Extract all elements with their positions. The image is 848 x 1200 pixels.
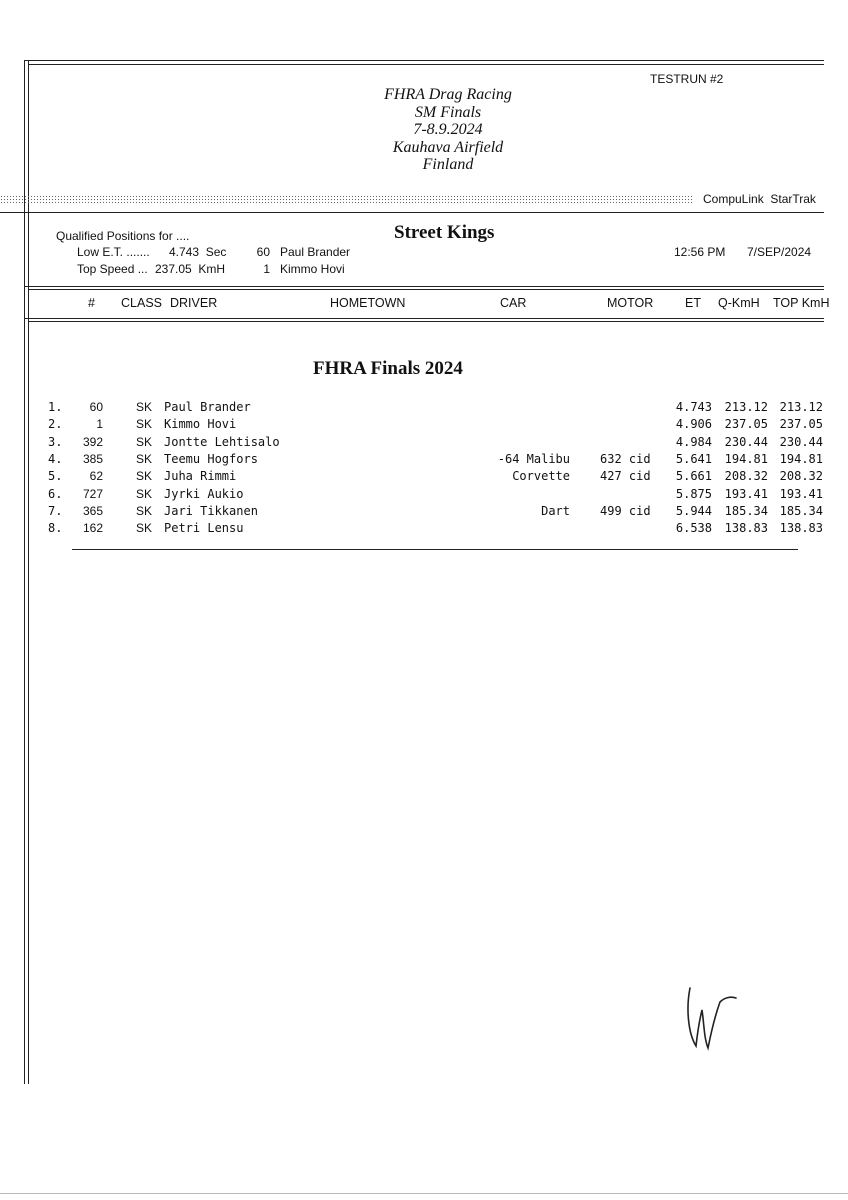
band-rule xyxy=(0,212,824,213)
bottom-edge-rule xyxy=(0,1193,848,1194)
qualified-label: Qualified Positions for .... xyxy=(56,229,190,243)
cell-class: SK xyxy=(135,434,152,449)
col-header-et: ET xyxy=(685,296,701,310)
cell-driver: Juha Rimmi xyxy=(164,469,237,484)
signature xyxy=(680,978,750,1058)
cell-pos: 4. xyxy=(48,451,63,466)
cell-driver: Kimmo Hovi xyxy=(164,417,237,432)
cell-qkmh: 138.83 xyxy=(724,521,768,536)
cell-et: 5.944 xyxy=(675,503,712,518)
cell-num: 392 xyxy=(82,434,103,449)
cell-class: SK xyxy=(135,400,152,414)
cell-topkmh: 213.12 xyxy=(779,400,823,414)
top-speed-number: 1 xyxy=(263,262,270,276)
table-row xyxy=(0,504,848,521)
cell-car: Dart xyxy=(541,503,570,518)
table-row xyxy=(0,469,848,486)
cell-et: 4.984 xyxy=(675,434,712,449)
cell-driver: Teemu Hogfors xyxy=(164,451,258,466)
print-date: 7/SEP/2024 xyxy=(747,245,812,259)
cell-et: 5.641 xyxy=(675,451,712,466)
cell-class: SK xyxy=(135,417,152,432)
cell-pos: 3. xyxy=(48,434,63,449)
cell-topkmh: 237.05 xyxy=(779,417,823,432)
header-rule-bottom xyxy=(24,318,824,319)
low-et-driver: Paul Brander xyxy=(280,245,351,259)
col-header-number: # xyxy=(88,296,95,310)
cell-topkmh: 138.83 xyxy=(779,521,823,536)
event-header xyxy=(0,86,848,174)
cell-pos: 8. xyxy=(48,521,63,536)
cell-et: 6.538 xyxy=(675,521,712,536)
event-name: FHRA Drag Racing xyxy=(384,86,512,103)
run-label: TESTRUN #2 xyxy=(650,72,724,86)
table-row xyxy=(0,487,848,504)
col-header-topkmh: TOP KmH xyxy=(773,296,830,310)
top-speed-label: Top Speed ... xyxy=(77,262,148,276)
low-et-label: Low E.T. ....... xyxy=(77,245,150,259)
cell-num: 1 xyxy=(96,417,103,432)
cell-num: 162 xyxy=(82,521,103,536)
cell-pos: 7. xyxy=(48,503,63,518)
cell-pos: 6. xyxy=(48,486,63,501)
top-rule xyxy=(24,60,824,61)
cell-topkmh: 194.81 xyxy=(779,451,823,466)
cell-qkmh: 208.32 xyxy=(724,469,768,484)
col-header-hometown: HOMETOWN xyxy=(330,296,406,310)
cell-driver: Jontte Lehtisalo xyxy=(164,434,280,449)
cell-class: SK xyxy=(135,503,152,518)
cell-class: SK xyxy=(135,451,152,466)
cell-et: 4.743 xyxy=(675,400,712,414)
cell-num: 60 xyxy=(89,400,103,414)
cell-qkmh: 237.05 xyxy=(724,417,768,432)
section-title: FHRA Finals 2024 xyxy=(313,358,463,379)
top-rule-inner xyxy=(28,64,824,65)
low-et-number: 60 xyxy=(256,245,270,259)
table-row xyxy=(0,452,848,469)
event-subtitle: SM Finals xyxy=(414,103,482,121)
cell-class: SK xyxy=(135,486,152,501)
top-speed-value: 237.05 KmH xyxy=(155,262,226,276)
results-end-rule xyxy=(72,549,798,550)
col-header-qkmh: Q-KmH xyxy=(718,296,760,310)
col-header-driver: DRIVER xyxy=(170,296,218,310)
cell-motor: 499 cid xyxy=(600,503,651,518)
cell-num: 365 xyxy=(82,503,103,518)
cell-topkmh: 208.32 xyxy=(779,469,823,484)
top-speed-driver: Kimmo Hovi xyxy=(280,262,345,276)
cell-qkmh: 194.81 xyxy=(724,451,768,466)
event-venue: Kauhava Airfield xyxy=(392,138,504,156)
cell-num: 385 xyxy=(82,451,103,466)
table-row xyxy=(0,435,848,452)
header-rule-top xyxy=(24,286,824,287)
cell-class: SK xyxy=(135,521,152,536)
cell-driver: Jari Tikkanen xyxy=(164,503,258,518)
col-header-class: CLASS xyxy=(121,296,162,310)
cell-driver: Paul Brander xyxy=(164,400,251,414)
frame-left-line-inner xyxy=(28,60,29,1084)
cell-qkmh: 230.44 xyxy=(724,434,768,449)
cell-qkmh: 213.12 xyxy=(724,400,768,414)
print-time: 12:56 PM xyxy=(674,245,726,259)
cell-pos: 2. xyxy=(48,417,63,432)
table-row xyxy=(0,400,848,417)
header-rule-bottom-inner xyxy=(28,321,824,322)
event-country: Finland xyxy=(422,156,474,173)
event-dates: 7-8.9.2024 xyxy=(413,121,483,138)
cell-car: -64 Malibu xyxy=(497,451,570,466)
table-row xyxy=(0,521,848,538)
cell-topkmh: 185.34 xyxy=(779,503,823,518)
cell-et: 4.906 xyxy=(675,417,712,432)
cell-driver: Petri Lensu xyxy=(164,521,244,536)
cell-pos: 1. xyxy=(48,400,63,414)
table-row xyxy=(0,417,848,434)
cell-driver: Jyrki Aukio xyxy=(164,486,244,501)
low-et-value: 4.743 Sec xyxy=(169,245,227,259)
cell-num: 727 xyxy=(82,486,103,501)
cell-car: Corvette xyxy=(512,469,570,484)
cell-pos: 5. xyxy=(48,469,63,484)
cell-qkmh: 193.41 xyxy=(724,486,768,501)
col-header-motor: MOTOR xyxy=(607,296,654,310)
cell-motor: 632 cid xyxy=(600,451,651,466)
cell-qkmh: 185.34 xyxy=(724,503,768,518)
cell-et: 5.875 xyxy=(675,486,712,501)
frame-left-line xyxy=(24,60,25,1084)
brand-label: CompuLink StarTrak xyxy=(703,192,816,206)
class-title: Street Kings xyxy=(394,222,495,243)
cell-num: 62 xyxy=(89,469,103,484)
cell-topkmh: 193.41 xyxy=(779,486,823,501)
col-header-car: CAR xyxy=(500,296,527,310)
cell-class: SK xyxy=(135,469,152,484)
dotted-band xyxy=(0,195,693,203)
cell-et: 5.661 xyxy=(675,469,712,484)
cell-motor: 427 cid xyxy=(600,469,651,484)
header-rule-top-inner xyxy=(28,289,824,290)
cell-topkmh: 230.44 xyxy=(779,434,823,449)
